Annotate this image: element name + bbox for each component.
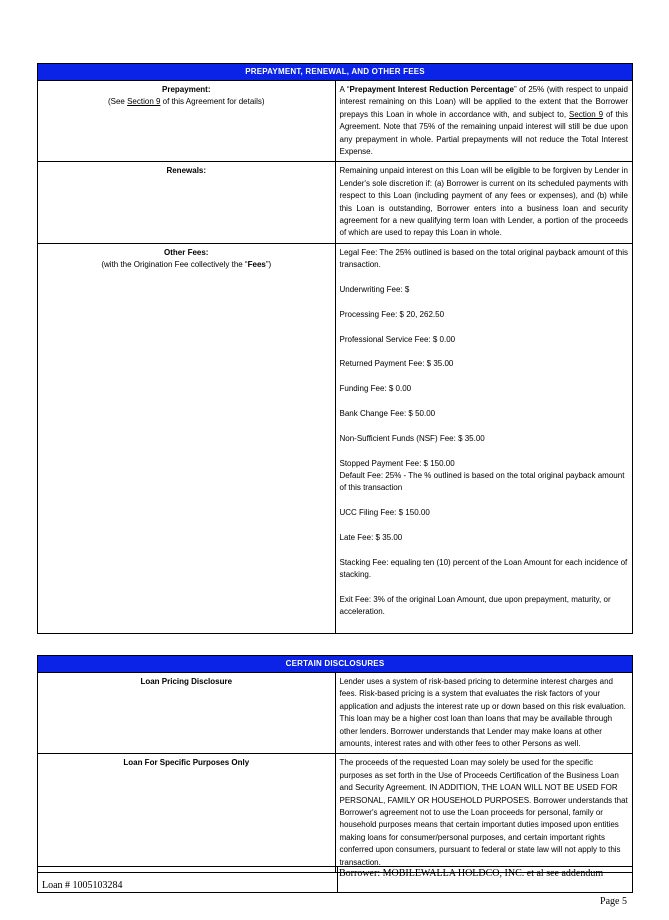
pricing-label: Loan Pricing Disclosure	[140, 677, 233, 686]
pricing-row	[38, 673, 633, 754]
certain-disclosures-table	[37, 655, 633, 873]
legal-fee: Legal Fee: The 25% outlined is based on the total original payback amount of this transaction.	[339, 247, 628, 270]
section-9-link[interactable]: Section 9	[127, 97, 161, 107]
stopped-payment-fee: Stopped Payment Fee: $ 150.00	[339, 458, 455, 468]
section-header-prepayment: PREPAYMENT, RENEWAL, AND OTHER FEES	[38, 64, 633, 81]
prepayment-note	[108, 97, 265, 106]
prepayment-row	[38, 81, 633, 162]
prepayment-text	[335, 81, 633, 162]
purposes-text: The proceeds of the requested Loan may solely be used for the specific purposes as set forth in the Use of Proceeds Certification of the Business Loan and Security Agreement. IN ADDITION, THE LOAN WILL NOT BE USED FOR PERSONAL, FAMILY OR HOUSEHOLD PURPOSES. Borrower understands that Borrower's agreement not to use the Loan proceeds for personal, family or household purposes means that certain important duties imposed upon entities making loans for consumer/personal purposes, and certain important rights conferred upon consumers, pursuant to federal or state law will not apply to this transaction.	[335, 754, 633, 873]
renewals-row	[38, 162, 633, 243]
prepayment-label-cell	[38, 81, 336, 162]
prepayment-note-pre: (See	[107, 97, 128, 107]
underwriting-fee: Underwriting Fee: $	[339, 285, 410, 295]
loan-number: Loan # 1005103284	[42, 880, 123, 891]
renewals-label-cell	[38, 162, 336, 243]
funding-fee: Funding Fee: $ 0.00	[339, 384, 412, 394]
prepayment-label: Prepayment:	[162, 85, 211, 94]
page-number: Page 5	[600, 896, 627, 907]
other-fees-note-pre: (with the Origination Fee collectively the “	[101, 260, 248, 270]
prepayment-renewal-fees-table	[37, 63, 633, 634]
pricing-label-cell	[38, 673, 336, 754]
renewals-label: Renewals:	[166, 166, 207, 176]
prepayment-text-c: of this Agreement. Note that 75% of the remaining unpaid interest will still be due upon any prepayment in whole. Partial prepayments will not reduce the Total Interest Expense.	[339, 109, 628, 157]
returned-payment-fee: Returned Payment Fee: $ 35.00	[339, 359, 454, 369]
renewals-text: Remaining unpaid interest on this Loan will be eligible to be forgiven by Lender in Lender's sole discretion if: (a) Borrower is current on its scheduled payments with respect to this Loan (including payment of any fees or expenses), and (b) while this Loan is outstanding, Borrower enters into a business loan and security agreement for a new qualifying term loan with Lender, a portion of the proceeds of which are used to repay this Loan in whole.	[335, 162, 633, 243]
purposes-label-cell	[38, 754, 336, 873]
purposes-label: Loan For Specific Purposes Only	[123, 758, 250, 768]
other-fees-label: Other Fees:	[164, 247, 209, 257]
pricing-text: Lender uses a system of risk-based pricing to determine interest charges and fees. Risk-based pricing is a system that evaluates the risk factors of your application and adjusts the interest rate up or down based on this risk evaluation. This loan may be a higher cost loan than loans that may be available through other lenders. Borrower understands that Lender may make loans at other amounts, interest rates and with other fees to other Persons as well.	[335, 673, 633, 754]
other-fees-row	[38, 243, 633, 633]
other-fees-list	[335, 243, 633, 633]
other-fees-note-post: ”)	[265, 260, 272, 270]
stacking-fee: Stacking Fee: equaling ten (10) percent of the Loan Amount for each incidence of stacking.	[339, 557, 628, 580]
footer-loan-cell	[38, 867, 338, 892]
nsf-fee: Non-Sufficient Funds (NSF) Fee: $ 35.00	[339, 433, 485, 443]
prepayment-text-a: A “	[339, 85, 350, 94]
prepayment-text-b: ” of 25% (with respect to unpaid interest remaining on this Loan) will be applied to the extent that the Borrower prepays this Loan in whole in accordance with, and subject to,	[339, 85, 628, 119]
late-fee: Late Fee: $ 35.00	[339, 533, 403, 543]
other-fees-note	[101, 260, 271, 269]
default-fee: Default Fee: 25% - The % outlined is based on the total original payback amount of this transaction	[339, 471, 625, 493]
ucc-filing-fee: UCC Filing Fee: $ 150.00	[339, 508, 430, 518]
fees-term: Fees	[247, 260, 266, 270]
document-footer	[37, 866, 633, 893]
purposes-row	[38, 754, 633, 873]
prepayment-note-post: of this Agreement for details)	[160, 97, 265, 107]
processing-fee: Processing Fee: $ 20, 262.50	[339, 309, 445, 319]
borrower-name: Borrower: MOBILEWALLA HOLDCO, INC. et al see addendum	[339, 868, 604, 879]
other-fees-label-cell	[38, 243, 336, 633]
section-header-disclosures: CERTAIN DISCLOSURES	[38, 656, 633, 673]
professional-service-fee: Professional Service Fee: $ 0.00	[339, 334, 456, 344]
section-9-link-2[interactable]: Section 9	[569, 109, 604, 119]
exit-fee: Exit Fee: 3% of the original Loan Amount, due upon prepayment, maturity, or acceleration.	[339, 595, 611, 617]
bank-change-fee: Bank Change Fee: $ 50.00	[339, 409, 436, 419]
prepayment-term: Prepayment Interest Reduction Percentage	[349, 85, 514, 94]
